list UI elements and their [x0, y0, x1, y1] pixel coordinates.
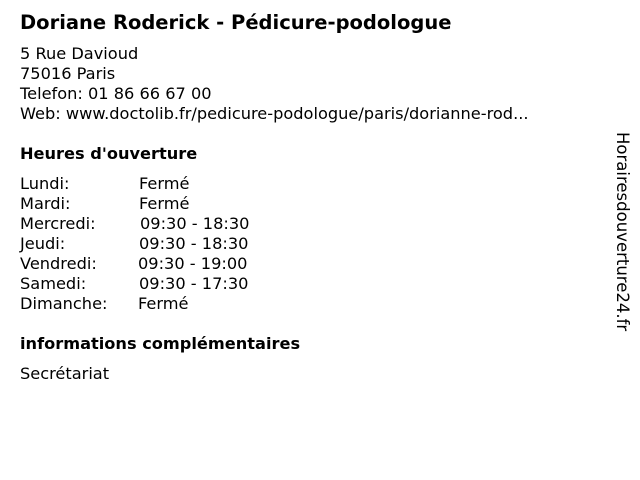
city: 75016 Paris	[20, 64, 116, 83]
hours-value: 09:30 - 17:30	[139, 274, 249, 293]
day-label: Vendredi:	[20, 254, 97, 273]
hours-value: Fermé	[138, 294, 189, 313]
address-block	[20, 44, 529, 124]
phone-number: Telefon: 01 86 66 67 00	[20, 84, 212, 103]
site-watermark: Horairesdouverture24.fr	[613, 132, 632, 332]
day-label: Jeudi:	[20, 234, 66, 253]
street-address: 5 Rue Davioud	[20, 44, 139, 63]
hours-value: Fermé	[139, 194, 190, 213]
day-label: Dimanche:	[20, 294, 108, 313]
day-label: Samedi:	[20, 274, 87, 293]
hours-value: 09:30 - 18:30	[140, 214, 250, 233]
additional-info-heading: informations complémentaires	[20, 334, 301, 353]
website: Web: www.doctolib.fr/pedicure-podologue/paris/dorianne-rod...	[20, 104, 529, 123]
hours-value: 09:30 - 18:30	[139, 234, 249, 253]
hours-value: 09:30 - 19:00	[138, 254, 248, 273]
opening-hours-heading: Heures d'ouverture	[20, 144, 198, 163]
day-label: Lundi:	[20, 174, 70, 193]
business-title: Doriane Roderick - Pédicure-podologue	[20, 11, 452, 34]
additional-info-text: Secrétariat	[20, 364, 110, 383]
day-label: Mercredi:	[20, 214, 96, 233]
hours-value: Fermé	[139, 174, 190, 193]
day-label: Mardi:	[20, 194, 71, 213]
